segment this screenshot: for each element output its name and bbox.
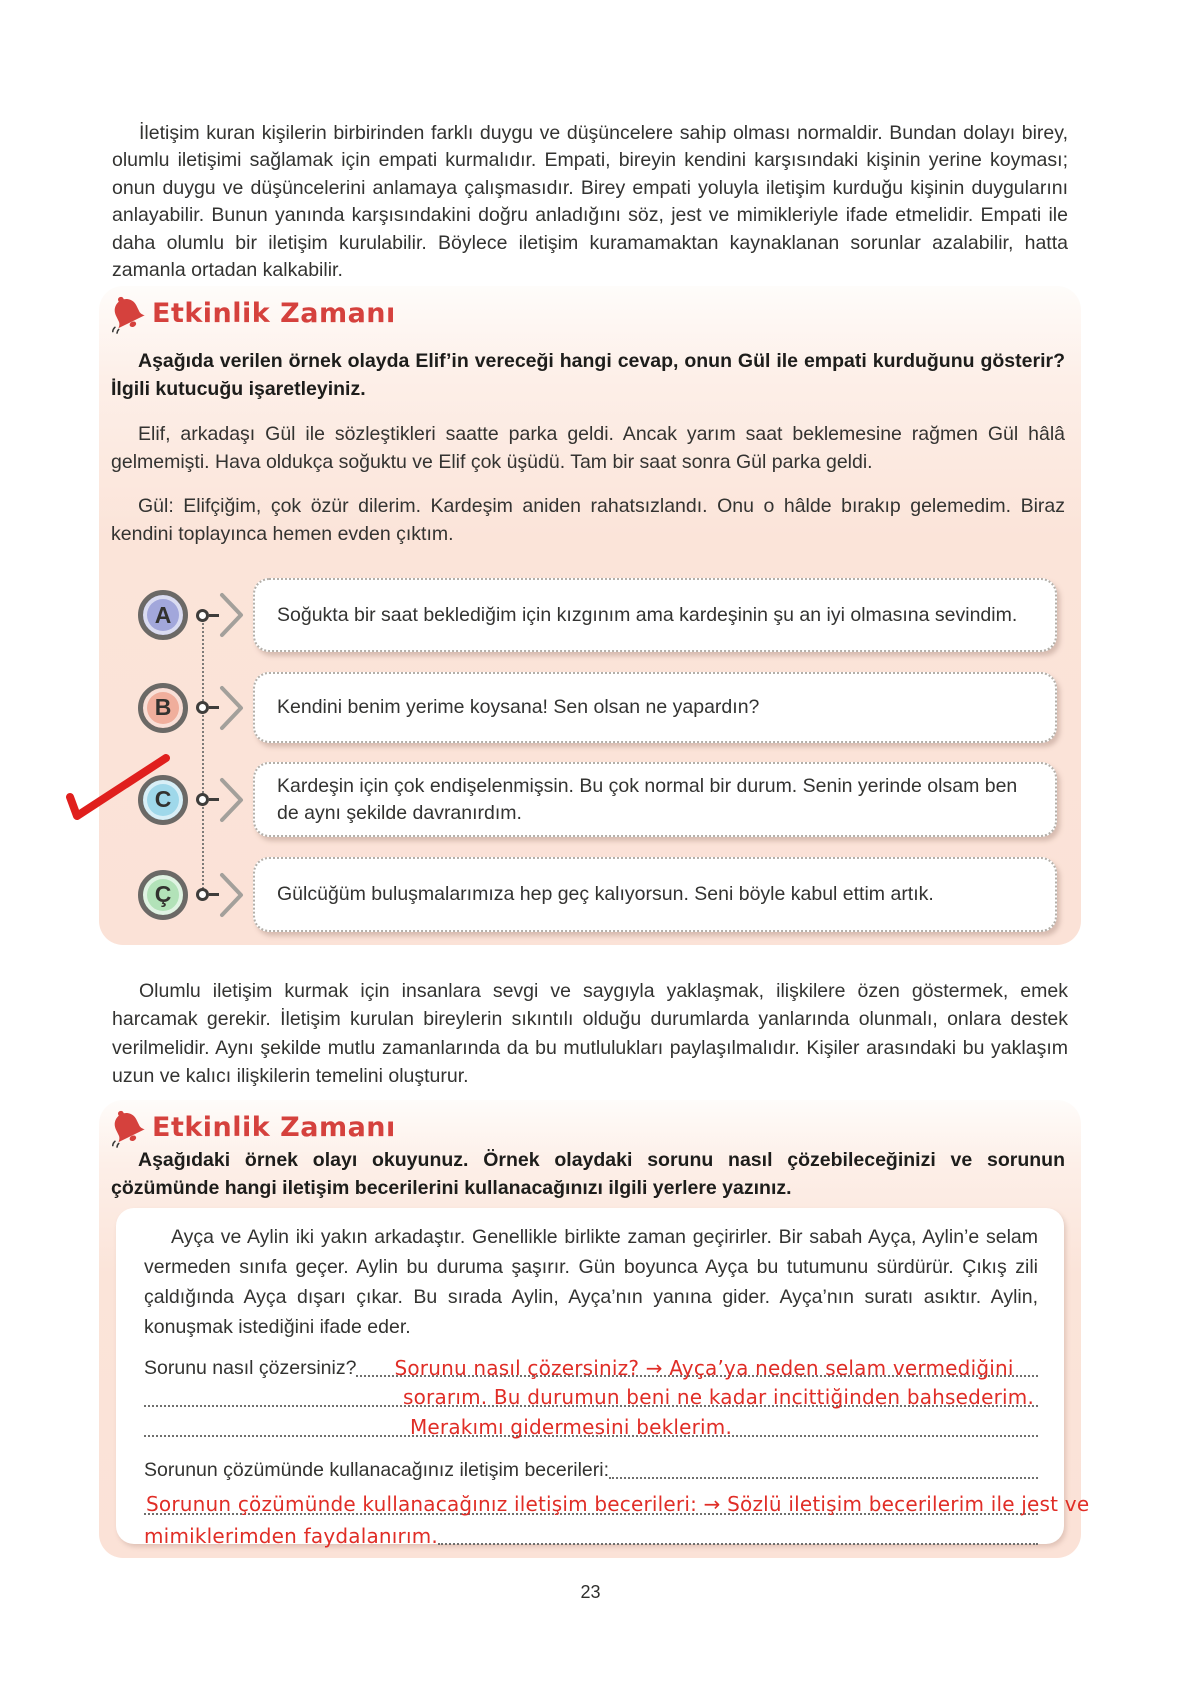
question1-answer-line[interactable]	[356, 1348, 1038, 1382]
question2-answer-line[interactable]	[144, 1520, 1038, 1550]
option-row-b	[138, 672, 1057, 743]
handwritten-answer: mimiklerimden faydalanırım.	[144, 1524, 438, 1548]
chevron-right-icon	[219, 872, 245, 918]
chevron-right-icon	[219, 777, 245, 823]
activity1-story-1: Elif, arkadaşı Gül ile sözleştikleri saatte parka geldi. Ancak yarım saat beklemesine rağmen Gül hâlâ gelmemişti. Hava oldukça soğuktu ve Elif çok üşüdü. Tam bir saat sonra Gül parka geldi.	[111, 423, 1065, 473]
handwritten-answer: Sorunu nasıl çözersiniz? → Ayça’ya neden selam vermediğini	[394, 1356, 1014, 1380]
chevron-right-icon	[219, 685, 245, 731]
page-number: 23	[580, 1582, 601, 1602]
question1-answer-line[interactable]	[144, 1412, 1038, 1442]
dotted-fill-line	[438, 1520, 1038, 1550]
option-letter-b: B	[154, 694, 172, 720]
handwritten-answer: sorarım. Bu durumun beni ne kadar incittiğinden bahsederim.	[402, 1385, 1034, 1409]
option-bubble-a	[253, 578, 1057, 652]
activity2-title: Etkinlik Zamanı	[152, 1111, 396, 1143]
option-row-c	[138, 762, 1057, 837]
handwritten-answer: Sorunun çözümünde kullanacağınız iletişim becerileri: → Sözlü iletişim becerilerim ile jest ve	[146, 1492, 1090, 1516]
activity-section-1	[99, 286, 1081, 945]
question1-label: Sorunu nasıl çözersiniz?	[144, 1357, 357, 1379]
option-checkbox-b[interactable]	[138, 683, 188, 733]
question2-row	[144, 1450, 1038, 1484]
activity-section-2	[99, 1100, 1090, 1558]
option-text-b: Kendini benim yerime koysana! Sen olsan ne yapardın?	[277, 696, 760, 719]
connector-dot	[196, 609, 219, 622]
red-checkmark-annotation	[56, 748, 176, 828]
option-bubble-cc	[253, 857, 1057, 932]
question2-answer-line[interactable]	[144, 1484, 1090, 1520]
handwritten-answer: Merakımı gidermesini beklerim.	[409, 1415, 733, 1439]
activity2-header	[109, 1106, 396, 1148]
option-row-cc	[138, 857, 1057, 932]
bell-icon	[107, 1104, 147, 1150]
option-text-c: Kardeşin için çok endişelenmişsin. Bu çok normal bir durum. Senin yerinde olsam ben de aynı şekilde davranırdım.	[277, 775, 1018, 824]
bell-icon	[107, 290, 147, 336]
activity1-header	[109, 292, 396, 334]
question2-label: Sorunun çözümünde kullanacağınız iletişim becerileri:	[144, 1459, 609, 1481]
connector-dot	[196, 793, 219, 806]
intro-paragraph: İletişim kuran kişilerin birbirinden farklı duygu ve düşüncelere sahip olması normaldir. Bundan dolayı birey, olumlu iletişimi sağlamak için empati kurmalıdır. Empati, bireyin kendini karşısındaki kişinin yerine koyması; onun duygu ve düşüncelerini anlamaya çalışmasıdır. Birey empati yoluyla iletişim kurduğu kişinin duygularını anlayabilir. Bunun yanında karşısındakini doğru anladığını söz, jest ve mimikleriyle ifade etmelidir. Empati ile daha olumlu bir iletişim kurulabilir. Böylece iletişim kuramamaktan kaynaklanan sorunlar azalabilir, hatta zamanla ortadan kalkabilir.	[112, 121, 1068, 281]
options-list	[138, 578, 1057, 932]
option-bubble-b	[253, 672, 1057, 743]
option-checkbox-cc[interactable]	[138, 870, 188, 920]
option-row-a	[138, 578, 1057, 652]
activity2-story: Ayça ve Aylin iki yakın arkadaştır. Genellikle birlikte zaman geçirirler. Bir sabah Ayça, Aylin’e selam vermeden sınıfa geçer. Aylin bu duruma şaşırır. Gün boyunca Ayça bu tutumunu sürdürür. Çıkış zili çaldığında Ayça dışarı çıkar. Bu sırada Aylin, Ayça’nın yanına gider. Ayça’nın suratı asıktır. Aylin, konuşmak istediğini ifade eder.	[144, 1226, 1038, 1338]
option-letter-a: A	[154, 601, 172, 628]
question1-row	[144, 1348, 1038, 1382]
connector-dot	[196, 888, 219, 901]
option-text-a: Soğukta bir saat beklediğim için kızgınım ama kardeşinin şu an iyi olmasına sevindim.	[277, 603, 1018, 626]
case-study-box	[116, 1208, 1090, 1548]
activity1-story-2: Gül: Elifçiğim, çok özür dilerim. Kardeşim aniden rahatsızlandı. Onu o hâlde bırakıp gelemedim. Biraz kendini toplayınca hemen evden çıktım.	[111, 495, 1065, 545]
question1-answer-line[interactable]	[144, 1382, 1038, 1412]
option-letter-cc: Ç	[154, 881, 172, 907]
activity2-prompt: Aşağıdaki örnek olayı okuyunuz. Örnek olaydaki sorunu nasıl çözebileceğinizi ve sorunun çözümünde hangi iletişim becerilerini kullanacağınızı ilgili yerlere yazınız.	[111, 1149, 1065, 1199]
connector-dot	[196, 701, 219, 714]
option-text-cc: Gülcüğüm buluşmalarımıza hep geç kalıyorsun. Seni böyle kabul ettim artık.	[277, 883, 934, 906]
option-bubble-c	[253, 762, 1057, 837]
middle-paragraph: Olumlu iletişim kurmak için insanlara sevgi ve saygıyla yaklaşmak, ilişkilere özen göstermek, emek harcamak gerekir. İletişim kurulan bireylerin sıkıntılı olduğu durumlarda yanlarında olunmalı, onlara destek verilmelidir. Aynı şekilde mutlu zamanlarında da bu mutlulukları paylaşılmalıdır. Kişiler arasındaki bu yaklaşım uzun ve kalıcı ilişkilerin temelini oluşturur.	[112, 979, 1068, 1087]
chevron-right-icon	[219, 592, 245, 638]
option-checkbox-a[interactable]	[138, 590, 188, 640]
question2-answer-line[interactable]	[609, 1450, 1038, 1484]
activity1-title: Etkinlik Zamanı	[152, 297, 396, 329]
option-letter-c: C	[154, 786, 172, 812]
activity1-prompt: Aşağıda verilen örnek olayda Elif’in vereceği hangi cevap, onun Gül ile empati kurduğunu gösterir? İlgili kutucuğu işaretleyiniz.	[111, 350, 1065, 400]
